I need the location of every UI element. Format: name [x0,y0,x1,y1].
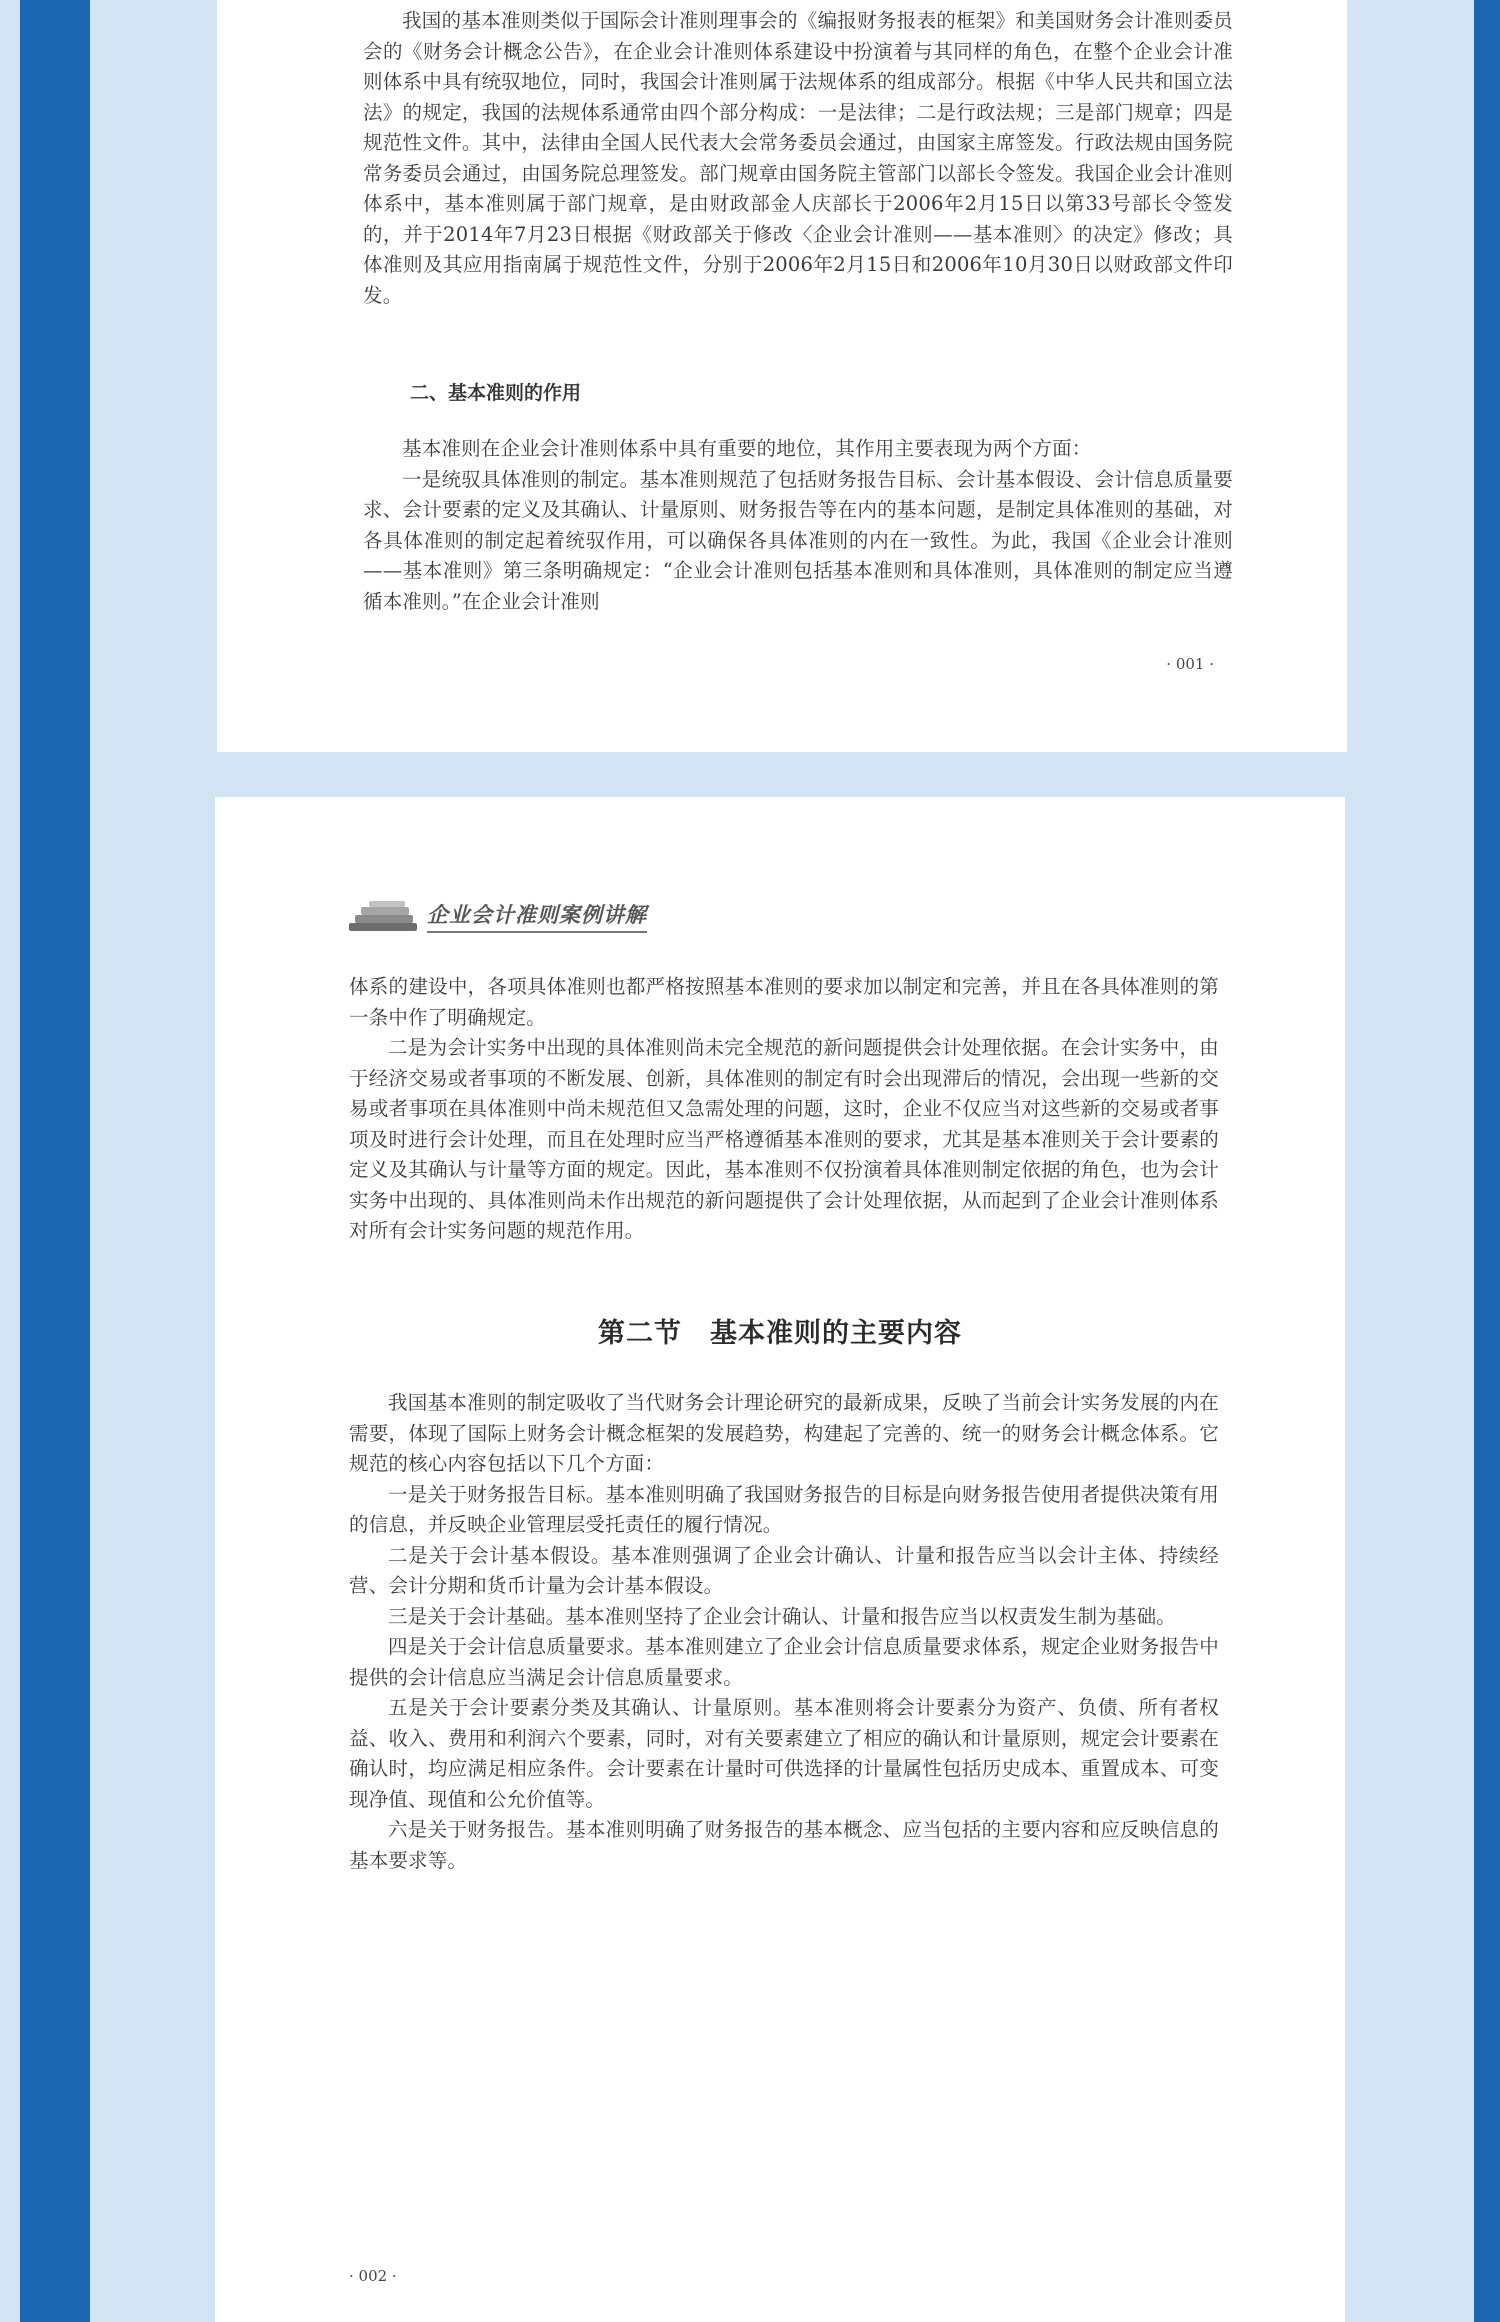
page2-body-top [349,972,1219,1247]
paragraph-intro: 我国的基本准则类似于国际会计准则理事会的《编报财务报表的框架》和美国财务会计准则委员会的《财务会计概念公告》，在企业会计准则体系建设中扮演着与其同样的角色，在整个企业会计准则体系中具有统驭地位，同时，我国会计准则属于法规体系的组成部分。根据《中华人民共和国立法法》的规定，我国的法规体系通常由四个部分构成：一是法律；二是行政法规；三是部门规章；四是规范性文件。其中，法律由全国人民代表大会常务委员会通过，由国家主席签发。行政法规由国务院常务委员会通过，由国务院总理签发。部门规章由国务院主管部门以部长令签发。我国企业会计准则体系中，基本准则属于部门规章，是由财政部金人庆部长于2006年2月15日以第33号部长令签发的，并于2014年7月23日根据《财政部关于修改〈企业会计准则——基本准则〉的决定》修改；具体准则及其应用指南属于规范性文件，分别于2006年2月15日和2006年10月30日以财政部文件印发。 [363,9,1233,307]
running-head-title: 企业会计准则案例讲解 [427,899,647,933]
paragraph: 五是关于会计要素分类及其确认、计量原则。基本准则将会计要素分为资产、负债、所有者权益、收入、费用和利润六个要素，同时，对有关要素建立了相应的确认和计量原则，规定会计要素在确认时，均应满足相应条件。会计要素在计量时可供选择的计量属性包括历史成本、重置成本、可变现净值、现值和公允价值等。 [349,1696,1219,1811]
section-heading-role: 二、基本准则的作用 [410,382,582,404]
page2-body-main [349,1388,1219,1876]
paragraph-two: 二是为会计实务中出现的具体准则尚未完全规范的新问题提供会计处理依据。在会计实务中，由于经济交易或者事项的不断发展、创新，具体准则的制定有时会出现滞后的情况，会出现一些新的交易或者事项在具体准则中尚未规范但又急需处理的问题，这时，企业不仅应当对这些新的交易或者事项及时进行会计处理，而且在处理时应当严格遵循基本准则的要求，尤其是基本准则关于会计要素的定义及其确认与计量等方面的规定。因此，基本准则不仅扮演着具体准则制定依据的角色，也为会计实务中出现的、具体准则尚未作出规范的新问题提供了会计处理依据，从而起到了企业会计准则体系对所有会计实务问题的规范作用。 [349,1036,1219,1242]
page-number: · 002 · [349,2267,397,2285]
book-stack-icon [347,899,419,933]
section-title: 第二节 基本准则的主要内容 [598,1318,962,1349]
paragraph-role: 基本准则在企业会计准则体系中具有重要的地位，其作用主要表现为两个方面： [402,437,1092,460]
paragraph: 四是关于会计信息质量要求。基本准则建立了企业会计信息质量要求体系，规定企业财务报告中提供的会计信息应当满足会计信息质量要求。 [349,1635,1219,1689]
left-border-stripe [20,0,90,2322]
running-head [347,899,667,933]
page1-body-role [363,434,1233,617]
paragraph-continuation: 体系的建设中，各项具体准则也都严格按照基本准则的要求加以制定和完善，并且在各具体准则的第一条中作了明确规定。 [349,975,1219,1029]
page1-body [363,6,1233,311]
paragraph: 一是关于财务报告目标。基本准则明确了我国财务报告的目标是向财务报告使用者提供决策有用的信息，并反映企业管理层受托责任的履行情况。 [349,1482,1219,1536]
book-page-002 [215,797,1345,2322]
paragraph: 我国基本准则的制定吸收了当代财务会计理论研究的最新成果，反映了当前会计实务发展的内在需要，体现了国际上财务会计概念框架的发展趋势，构建起了完善的、统一的财务会计概念体系。它规范的核心内容包括以下几个方面： [349,1391,1219,1475]
paragraph: 六是关于财务报告。基本准则明确了财务报告的基本概念、应当包括的主要内容和应反映信息的基本要求等。 [349,1818,1219,1872]
page-number: · 001 · [1166,655,1214,673]
right-border-stripe [1474,0,1500,2322]
paragraph: 二是关于会计基本假设。基本准则强调了企业会计确认、计量和报告应当以会计主体、持续经营、会计分期和货币计量为会计基本假设。 [349,1543,1219,1597]
paragraph: 三是关于会计基础。基本准则坚持了企业会计确认、计量和报告应当以权责发生制为基础。 [388,1604,1177,1628]
book-page-001 [217,0,1347,752]
paragraph-one: 一是统驭具体准则的制定。基本准则规范了包括财务报告目标、会计基本假设、会计信息质量要求、会计要素的定义及其确认、计量原则、财务报告等在内的基本问题，是制定具体准则的基础，对各具体准则的制定起着统驭作用，可以确保各具体准则的内在一致性。为此，我国《企业会计准则——基本准则》第三条明确规定：“企业会计准则包括基本准则和具体准则，具体准则的制定应当遵循本准则。”在企业会计准则 [363,467,1233,613]
